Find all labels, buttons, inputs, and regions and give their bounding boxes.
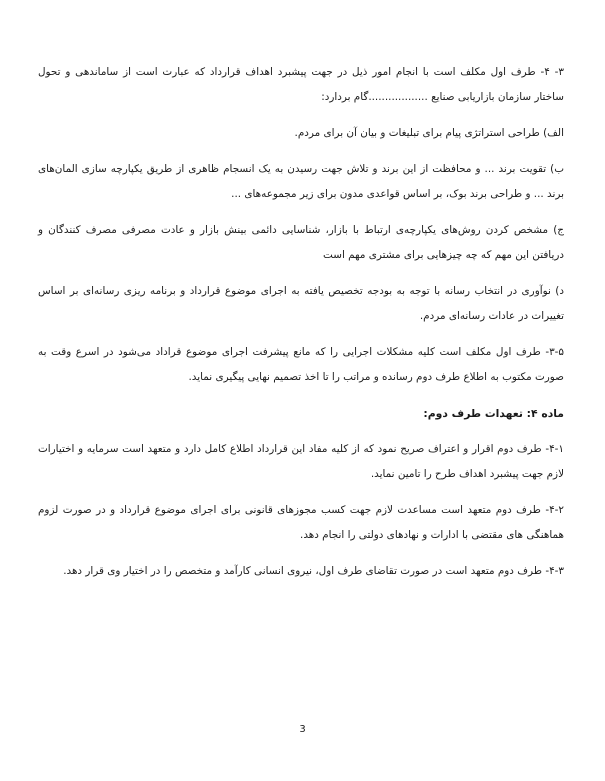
clause-3-4-a: الف) طراحی استراتژی پیام برای تبلیغات و بیان آن برای مردم. — [294, 127, 564, 139]
document-body — [38, 60, 564, 595]
clause-3-4-d: د) نوآوری در انتخاب رسانه با توجه به بودجه تخصیص یافته به اجرای موضوع قرارداد و برنامه ریزی رسانه‌ای بر اساس تغییرات در عادات رسانه‌ای مردم. — [38, 285, 564, 322]
clause-4-1: ۴-۱- طرف دوم اقرار و اعتراف صریح نمود که از کلیه مفاد این قرارداد اطلاع کامل دارد و متعهد است سرمایه و اختیارات لازم جهت پیشبرد اهداف طرح را تامین نماید. — [38, 443, 564, 480]
article-4-heading: ماده ۴: تعهدات طرف دوم: — [423, 407, 564, 420]
clause-3-4-c: ج) مشخص کردن روش‌های یکپارچه‌ی ارتباط با بازار، شناسایی دائمی بینش بازار و عادت مصرفی مصرف کنندگان و دریافتن این مهم که چه چیزهایی برای مشتری مهم است — [38, 224, 564, 261]
clause-3-4-b: ب) تقویت برند ... و محافظت از این برند و تلاش جهت رسیدن به یک انسجام ظاهری از طریق یکپارچه سازی المان‌های برند ... و طراحی برند بوک، بر اساس قواعدی مدون برای زیر مجموعه‌های ... — [38, 163, 564, 200]
clause-4-3: ۴-۳- طرف دوم متعهد است در صورت تقاضای طرف اول، نیروی انسانی کارآمد و متخصص را در اختیار وی قرار دهد. — [63, 565, 564, 577]
clause-3-5: ۳-۵- طرف اول مکلف است کلیه مشکلات اجرایی را که مانع پیشرفت اجرای موضوع قراداد می‌شود در اسرع وقت به صورت مکتوب به اطلاع طرف دوم رسانده و مراتب را تا اخذ تصمیم نهایی پیگیری نماید. — [38, 346, 564, 383]
page-number: 3 — [299, 724, 306, 735]
clause-3-4: ۳- ۴- طرف اول مکلف است با انجام امور ذیل در جهت پیشبرد اهداف قرارداد که عبارت است از ساماندهی و تحول ساختار سازمان بازاریابی صنایع ..................گام بردارد: — [38, 66, 564, 103]
clause-4-2: ۴-۲- طرف دوم متعهد است مساعدت لازم جهت کسب مجوزهای قانونی برای اجرای موضوع قرارداد و در صورت لزوم هماهنگی های مقتضی با ادارات و نهادهای دولتی را انجام دهد. — [38, 504, 564, 541]
